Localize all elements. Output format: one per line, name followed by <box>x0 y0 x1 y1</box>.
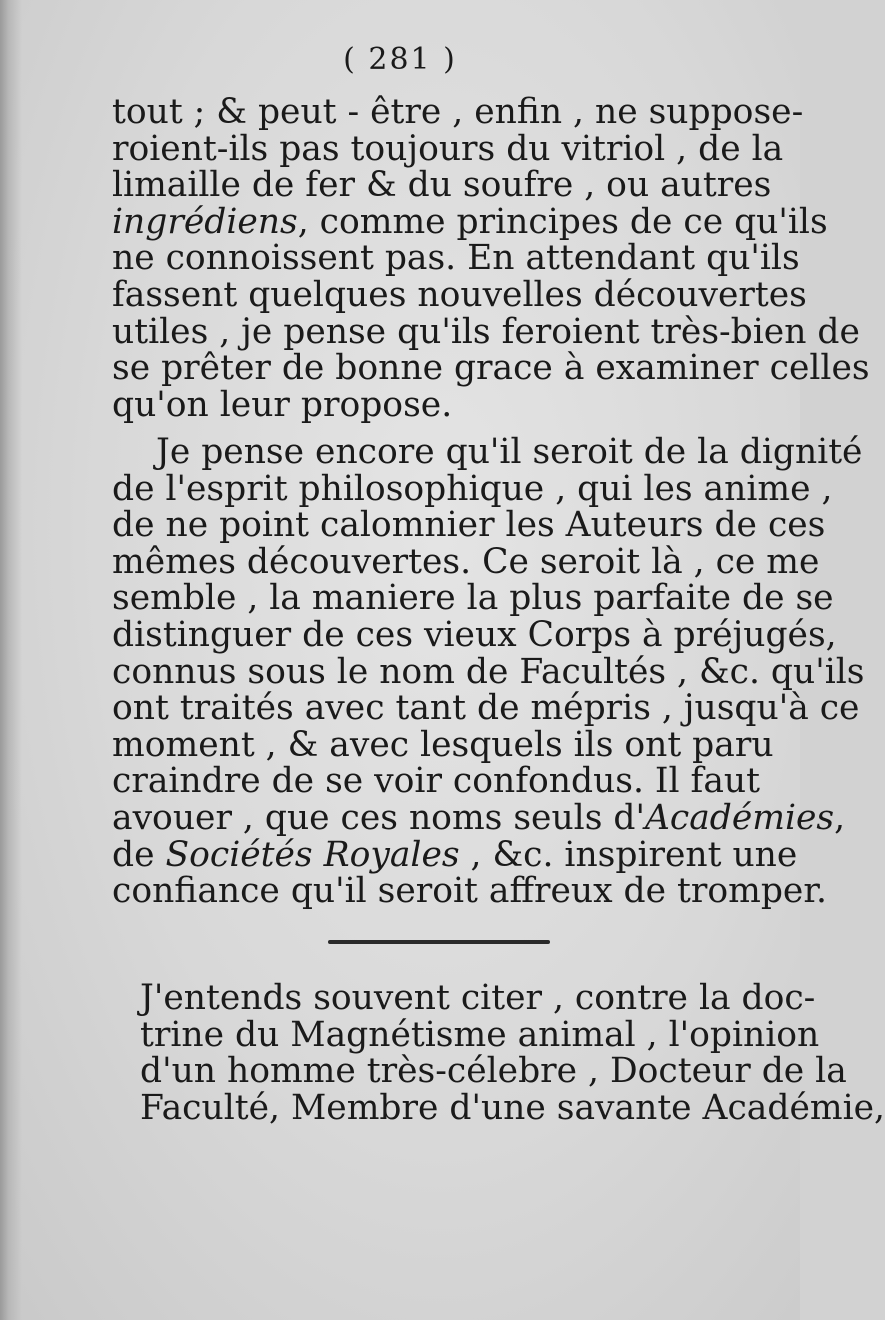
paragraph-3-line: Faculté, Membre d'une savante Académie, <box>140 1087 885 1128</box>
paragraph-2-line: confiance qu'il seroit affreux de tromper. <box>112 871 827 912</box>
line-segment: avouer , que ces noms seuls d' <box>112 797 645 838</box>
paragraph-2-line: moment , & avec lesquels ils ont paru <box>112 724 774 765</box>
paragraph-1-line: limaille de fer & du soufre , ou autres <box>112 165 772 206</box>
paragraph-1 <box>112 92 870 425</box>
paragraph-3-line: d'un homme très-célebre , Docteur de la <box>140 1051 847 1092</box>
line-segment: , comme principes de ce qu'ils <box>297 201 828 242</box>
paragraph-2-line: de ne point calomnier les Auteurs de ces <box>112 505 826 546</box>
page-number: ( 281 ) <box>343 42 457 77</box>
line-segment: de <box>112 834 166 875</box>
paragraph-2-line: distinguer de ces vieux Corps à préjugés, <box>112 614 837 655</box>
section-divider-rule <box>328 940 550 944</box>
paragraph-1-line: roient-ils pas toujours du vitriol , de la <box>112 128 784 169</box>
paragraph-2-line <box>112 834 798 875</box>
paragraph-1-line: tout ; & peut - être , enfin , ne suppose- <box>112 92 804 132</box>
paragraph-1-line: fassent quelques nouvelles découvertes <box>112 274 807 315</box>
paragraph-2-line: craindre de se voir confondus. Il faut <box>112 761 760 802</box>
paragraph-2-line <box>112 797 846 838</box>
paragraph-3-line: trine du Magnétisme animal , l'opinion <box>140 1014 820 1055</box>
line-segment: , <box>834 797 846 838</box>
paragraph-2 <box>112 432 865 912</box>
paragraph-3 <box>140 978 885 1128</box>
paragraph-1-line <box>112 201 828 242</box>
paragraph-2-line: ont traités avec tant de mépris , jusqu'à ce <box>112 688 860 729</box>
paragraph-2-line: mêmes découvertes. Ce seroit là , ce me <box>112 541 820 582</box>
italic-term: ingrédiens <box>112 201 298 242</box>
italic-term: Académies <box>644 797 835 838</box>
paragraph-1-line: utiles , je pense qu'ils feroient très-bien de <box>112 311 860 352</box>
italic-term: Sociétés Royales <box>165 834 460 875</box>
line-segment: , &c. inspirent une <box>459 834 798 875</box>
paragraph-2-line: connus sous le nom de Facultés , &c. qu'ils <box>112 651 865 692</box>
paragraph-1-line: qu'on leur propose. <box>112 384 453 425</box>
page-gutter-shadow <box>0 0 22 1320</box>
paragraph-1-line: ne connoissent pas. En attendant qu'ils <box>112 238 800 279</box>
paragraph-1-line: se prêter de bonne grace à examiner celles <box>112 348 870 389</box>
paragraph-2-line: Je pense encore qu'il seroit de la dignité <box>156 432 863 472</box>
paragraph-2-line: semble , la maniere la plus parfaite de se <box>112 578 834 619</box>
paragraph-2-line: de l'esprit philosophique , qui les anime , <box>112 468 833 509</box>
paragraph-3-line: J'entends souvent citer , contre la doc- <box>140 978 816 1018</box>
